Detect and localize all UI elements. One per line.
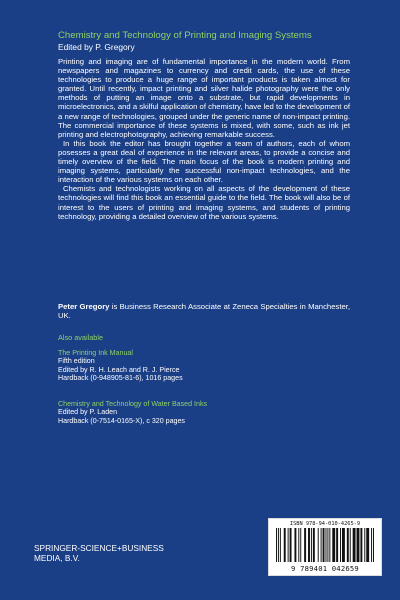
barcode-bar xyxy=(350,528,351,562)
barcode-bar xyxy=(308,528,310,562)
barcode-number: 9 789401 042659 xyxy=(291,564,359,573)
barcode-bar xyxy=(290,528,292,562)
barcode-bar xyxy=(298,528,299,562)
also-available-heading: Also available xyxy=(58,333,104,342)
barcode-bar xyxy=(353,528,356,562)
barcode-graphic xyxy=(275,528,375,562)
barcode-bar xyxy=(280,528,281,562)
barcode-bar xyxy=(364,528,365,562)
publisher-line: MEDIA, B.V. xyxy=(34,553,80,563)
barcode-bar xyxy=(304,528,306,562)
barcode-bar xyxy=(373,528,374,562)
barcode-bar xyxy=(276,528,277,562)
related-book-detail: Hardback (0-7514-0165-X), c 320 pages xyxy=(58,416,185,425)
barcode-label xyxy=(268,518,382,576)
barcode-bar xyxy=(329,528,330,562)
barcode-bar xyxy=(336,528,338,562)
description-paragraph: In this book the editor has brought together a team of authors, each of whom posesses a great deal of experience in the relevant areas, to provide a concise and timely overview of the field. The main focus of the book is modern printing and imaging systems, particularly the successful non-impact technologies, and the interaction of the various systems on each other. xyxy=(58,138,350,185)
related-book-title: Chemistry and Technology of Water Based Inks xyxy=(58,400,208,408)
isbn-text: ISBN 978-94-010-4265-9 xyxy=(289,521,361,527)
related-book xyxy=(58,400,358,425)
related-book-detail: Edited by P. Laden xyxy=(58,408,118,417)
book-title: Chemistry and Technology of Printing and Imaging Systems xyxy=(58,30,312,41)
author-name: Peter Gregory xyxy=(58,302,110,311)
related-book-title: The Printing Ink Manual xyxy=(58,349,133,357)
barcode-bar xyxy=(347,528,349,562)
barcode-bar xyxy=(332,528,335,562)
barcode-bar xyxy=(278,528,279,562)
barcode-bar xyxy=(321,528,322,562)
barcode-bar xyxy=(311,528,312,562)
barcode-bar xyxy=(357,528,360,562)
barcode-bar xyxy=(313,528,315,562)
barcode-bar xyxy=(366,528,369,562)
barcode-bar xyxy=(288,528,289,562)
barcode-bar xyxy=(294,528,296,562)
publisher-name xyxy=(34,543,194,563)
related-book-detail: Hardback (0-948905-81-6), 1016 pages xyxy=(58,374,183,383)
barcode-bar xyxy=(284,528,286,562)
barcode-bar xyxy=(342,528,345,562)
description-paragraph: Chemists and technologists working on all aspects of the development of these technologies will find this book an essential guide to the field. The book will also be of interest to the users of printing and imaging systems, and students of printing technology, providing a detailed overview of the various systems. xyxy=(58,184,350,221)
barcode-bar xyxy=(340,528,341,562)
barcode-bar xyxy=(300,528,301,562)
related-book xyxy=(58,349,358,383)
description-paragraph: Printing and imaging are of fundamental importance in the modern world. From newspapers and magazines to currency and credit cards, the use of these technologies to produce a huge range of important products is taken almost for granted. Until recently, impact printing and silver halide photography were the only methods of putting an image onto a substrate, but rapid developments in microelectronics, and a skilful application of chemistry, have led to the development of a new range of technologies, grouped under the generic name of non-impact printing. The commercial importance of these systems is mixed, with some, such as ink jet printing and electrophotography, achieving remarkable success. xyxy=(58,57,350,139)
publisher-line: SPRINGER-SCIENCE+BUSINESS xyxy=(34,543,164,553)
description xyxy=(58,57,350,221)
barcode-bar xyxy=(327,528,328,562)
barcode-bar xyxy=(323,528,325,562)
barcode-bar xyxy=(360,528,362,562)
barcode-bar xyxy=(318,528,319,562)
author-bio-text: is Business Research Associate at Zeneca Specialties in Manchester, UK. xyxy=(58,302,351,321)
related-book-detail: Fifth edition xyxy=(58,357,95,366)
barcode-bar xyxy=(371,528,372,562)
barcode-bar xyxy=(325,528,326,562)
author-bio xyxy=(58,302,350,321)
related-book-detail: Edited by R. H. Leach and R. J. Pierce xyxy=(58,365,180,374)
book-editor: Edited by P. Gregory xyxy=(58,42,135,52)
